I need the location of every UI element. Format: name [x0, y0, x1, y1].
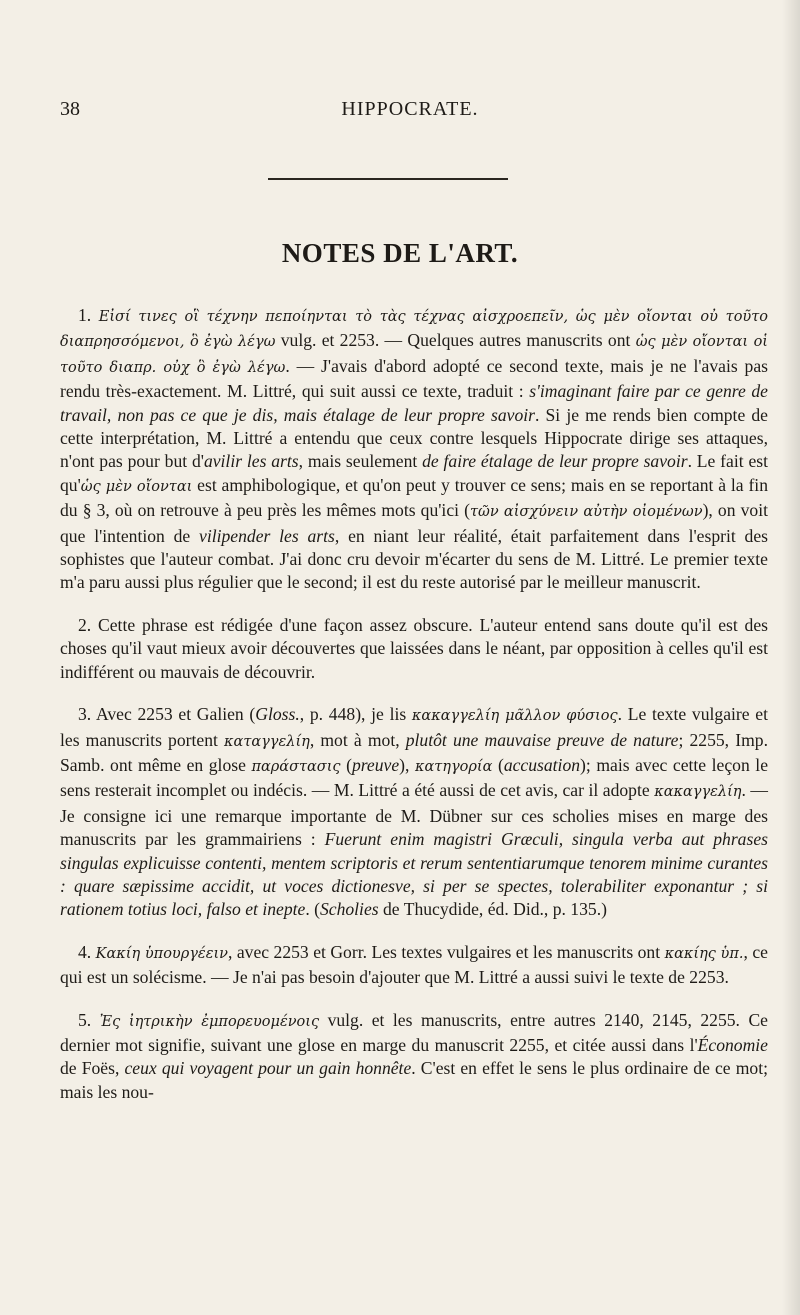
note-paragraph [60, 941, 768, 990]
note-text: ); mais avec cette leçon le sens resterait incomplet ou indécis. — M. Littré a été aussi de cet avis, car il adopte [60, 754, 769, 801]
note-text: ), [399, 754, 415, 775]
italic-text: Gloss. [255, 704, 300, 725]
greek-text: κατηγορία [414, 758, 493, 775]
note-text: ( [492, 754, 504, 775]
greek-text: τῶν αἰσχύνειν αὐτὴν οἰομένων [469, 504, 703, 521]
italic-text: vilipender les arts [199, 525, 335, 546]
note-text: Cette phrase est rédigée d'une façon assez obscure. L'auteur entend sans doute qu'il est des choses qu'il vaut mieux avoir découvertes que laissées dans le néant, par opposition à celles qu'il est indifférent ou mauvais de découvrir. [60, 614, 768, 682]
note-text: ( [340, 754, 352, 775]
note-text: , ce qui est un solécisme. — Je n'ai pas besoin d'ajouter que M. Littré a aussi suivi le texte de 2253. [60, 941, 768, 988]
greek-text: κακαγγελίη μᾶλλον φύσιος [411, 708, 618, 725]
italic-text: Fuerunt enim magistri Græculi, singula verba aut phrases singulas explicuisse contenti, mentem scriptoris et rerum sententiarumque tenorem minime curantes : quare sæpissime accidit, ut voces dictionesve, si per se spectes, tolerabiliter exponantur ; si rationem totius loci, falso et inepte [60, 829, 768, 920]
note-text: vulg. et les manuscrits, entre autres 2140, 2145, 2255. Ce dernier mot signifie, suivant une glose en marge du manuscrit 2255, et citée aussi dans l' [60, 1009, 768, 1055]
note-number: 3. [78, 704, 92, 725]
note-number: 2. [78, 614, 92, 635]
greek-text: καταγγελίη [224, 733, 310, 750]
note-text: . C'est en effet le sens le plus ordinaire de ce mot; mais les nou- [60, 1058, 769, 1102]
note-paragraph [60, 703, 768, 922]
greek-text: Ἐς ἰητρικὴν ἐμπορευομένοις [99, 1013, 320, 1030]
italic-text: accusation [503, 754, 581, 775]
note-text: . Le texte vulgaire et les manuscrits portent [60, 704, 768, 750]
page-gutter-shadow [782, 0, 800, 1315]
note-paragraph [60, 1009, 768, 1105]
italic-text: preuve [351, 754, 400, 775]
italic-text: de faire étalage de leur propre savoir [422, 451, 688, 472]
greek-text: ὡς μὲν οἴονται [80, 478, 193, 495]
note-paragraph [60, 614, 768, 684]
italic-text: s'imaginant faire par ce genre de travail, non pas ce que je dis, mais étalage de leur propre savoir [60, 381, 768, 425]
greek-text: Εἰσί τινες οἳ τέχνην πεποίηνται τὸ τὰς τέχνας αἰσχροεπεῖν, ὡς μὲν οἴονται οὐ τοῦτο διαπρησσόμενοι, ὃ ἐγὼ λέγω [60, 309, 768, 351]
note-text: Avec 2253 et Galien ( [91, 704, 256, 725]
note-text [91, 1010, 100, 1030]
note-number: 4. [78, 941, 92, 962]
note-text: . Le fait est qu' [60, 451, 768, 495]
note-number: 5. [78, 1009, 92, 1030]
note-text: de Thucydide, éd. Did., p. 135.) [378, 899, 607, 920]
note-text: . — Je consigne ici une remarque importante de M. Dübner sur ces scholies mises en marge des manuscrits par les grammairiens : [60, 780, 768, 850]
note-number: 1. [78, 305, 92, 325]
note-text: , en niant leur réalité, était parfaitement dans l'esprit des sophistes que l'auteur combat. J'ai donc cru devoir m'écarter du sens de M. Littré. Le premier texte m'a paru aussi plus régulier que le second; il est du reste autorisé par le meilleur manuscrit. [60, 525, 769, 593]
italic-text: ceux qui voyagent pour un gain honnête [124, 1058, 412, 1079]
greek-text: ὡς μὲν οἴονται οἱ τοῦτο διαπρ. οὐχ ὃ ἐγὼ λέγω [60, 334, 768, 376]
note-text: . ( [305, 899, 320, 920]
note-text: ), on voit que l'intention de [60, 500, 768, 546]
note-text: , mot à mot, [309, 729, 406, 750]
italic-text: plutôt une mauvaise preuve de nature [405, 729, 679, 750]
page-number: 38 [60, 98, 80, 120]
running-title: HIPPOCRATE. [341, 98, 479, 120]
note-text: est amphibologique, et qu'on peut y trouver ce sens; mais en se reportant à la fin du § 3, où on retrouve à peu près les mêmes mots qu'ici ( [60, 474, 768, 521]
note-text: de Foës, [60, 1058, 125, 1079]
header-rule [268, 178, 508, 180]
italic-text: avilir les arts [203, 451, 299, 472]
section-title: NOTES DE L'ART. [281, 238, 519, 268]
notes-list [60, 304, 768, 1123]
note-text: , p. 448), je lis [299, 704, 412, 725]
note-text: ; 2255, Imp. Samb. ont même en glose [60, 729, 768, 775]
greek-text: Κακίη ὑπουργέειν [95, 945, 228, 962]
note-paragraph [60, 304, 768, 595]
note-text: , mais seulement [298, 451, 423, 472]
italic-text: Économie [697, 1034, 768, 1055]
greek-text: κακαγγελίη [654, 784, 742, 801]
greek-text: παράστασις [251, 758, 341, 775]
note-text: . — J'avais d'abord adopté ce second texte, mais je ne l'avais pas rendu très-exactement. M. Littré, qui suit aussi ce texte, traduit : [60, 355, 768, 402]
page-header [60, 98, 760, 128]
italic-text: Scholies [319, 899, 379, 920]
note-text: vulg. et 2253. — Quelques autres manuscrits ont [275, 330, 636, 351]
note-text: . Si je me rends bien compte de cette interprétation, M. Littré a entendu que ceux contre lesquels Hippocrate dirige ses attaques, n'ont pas pour but d' [60, 404, 768, 472]
greek-text: κακίης ὑπ. [664, 945, 744, 962]
note-text: , avec 2253 et Gorr. Les textes vulgaires et les manuscrits ont [228, 941, 665, 962]
